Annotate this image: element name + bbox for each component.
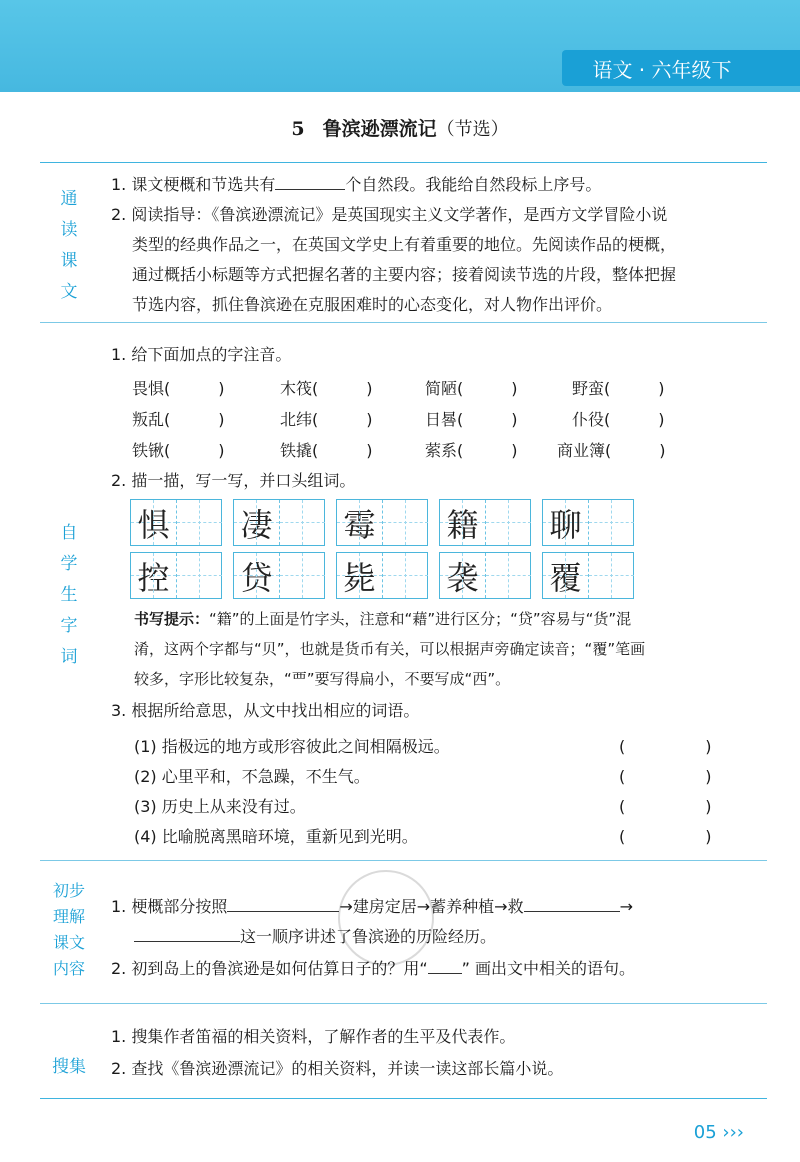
understand-text: ” 画出文中相关的语句。 bbox=[461, 959, 636, 978]
read-item-1-text: 1. 课文梗概和节选共有 bbox=[111, 175, 276, 194]
writing-grid[interactable] bbox=[130, 499, 222, 546]
read-item-2-line: 通过概括小标题等方式把握名著的主要内容；接着阅读节选的片段，整体把握 bbox=[132, 265, 677, 284]
writing-grid[interactable] bbox=[439, 552, 531, 599]
understand-text: 2. 初到岛上的鲁滨逊是如何估算日子的？用“ bbox=[111, 959, 428, 978]
writing-grid[interactable] bbox=[336, 552, 428, 599]
pinyin-item[interactable]: 野蛮( ) bbox=[572, 379, 665, 398]
writing-grid[interactable] bbox=[542, 552, 634, 599]
tip-label: 书写提示： bbox=[134, 610, 210, 628]
lesson-title bbox=[0, 114, 800, 141]
words-question-2: 2. 描一描，写一写，并口头组词。 bbox=[111, 471, 356, 490]
read-item-2-line: 2. 阅读指导：《鲁滨逊漂流记》是英国现实主义文学著作，是西方文学冒险小说 bbox=[111, 205, 668, 224]
answer-paren[interactable]: ( ) bbox=[619, 767, 712, 786]
label-char: 词 bbox=[60, 647, 78, 667]
label-char: 字 bbox=[60, 616, 78, 636]
understand-text: 1. 梗概部分按照 bbox=[111, 897, 228, 916]
read-item-2-line: 节选内容，抓住鲁滨逊在克服困难时的心态变化，对人物作出评价。 bbox=[132, 295, 613, 314]
words-question-1: 1. 给下面加点的字注音。 bbox=[111, 345, 292, 364]
pinyin-item[interactable]: 畏惧( ) bbox=[132, 379, 225, 398]
collect-item-1: 1. 搜集作者笛福的相关资料，了解作者的生平及代表作。 bbox=[111, 1027, 516, 1046]
words-question-3: 3. 根据所给意思，从文中找出相应的词语。 bbox=[111, 701, 420, 720]
meaning-item: (1) 指极远的地方或形容彼此之间相隔极远。 bbox=[134, 737, 450, 756]
answer-paren[interactable]: ( ) bbox=[619, 737, 712, 756]
read-item-1-text: 个自然段。我能给自然段标上序号。 bbox=[345, 175, 602, 194]
understand-item-1-cont bbox=[134, 922, 496, 952]
label-char: 初步 bbox=[52, 881, 85, 900]
lesson-number: 5 bbox=[291, 118, 305, 140]
tip-line: “籍”的上面是竹字头，注意和“藉”进行区分；“贷”容易与“货”混 bbox=[209, 610, 632, 628]
model-char: 控 bbox=[137, 558, 170, 597]
page-number: 05 ››› bbox=[693, 1122, 744, 1143]
writing-grid[interactable] bbox=[233, 499, 325, 546]
pinyin-item[interactable]: 简陋( ) bbox=[425, 379, 518, 398]
model-char: 聊 bbox=[549, 505, 582, 544]
lesson-subtitle: （节选） bbox=[436, 119, 509, 140]
model-char: 覆 bbox=[549, 558, 582, 597]
answer-paren[interactable]: ( ) bbox=[619, 827, 712, 846]
pinyin-item[interactable]: 北纬( ) bbox=[280, 410, 373, 429]
label-char: 理解 bbox=[52, 907, 85, 926]
section-label-read bbox=[45, 184, 93, 308]
writing-grid[interactable] bbox=[336, 499, 428, 546]
writing-grid[interactable] bbox=[130, 552, 222, 599]
pinyin-item[interactable]: 日晷( ) bbox=[425, 410, 518, 429]
writing-grid[interactable] bbox=[439, 499, 531, 546]
model-char: 籍 bbox=[446, 505, 479, 544]
section-label-understand bbox=[45, 878, 93, 982]
model-char: 凄 bbox=[240, 505, 273, 544]
model-char: 贷 bbox=[240, 558, 273, 597]
tip-line: 较多，字形比较复杂，“覀”要写得扁小，不要写成“西”。 bbox=[134, 670, 511, 688]
pinyin-item[interactable]: 铁锹( ) bbox=[132, 441, 225, 460]
model-char: 袭 bbox=[446, 558, 479, 597]
understand-text: 这一顺序讲述了鲁滨逊的历险经历。 bbox=[240, 927, 497, 946]
writing-grid[interactable] bbox=[233, 552, 325, 599]
pinyin-item[interactable]: 木筏( ) bbox=[280, 379, 373, 398]
section-label-collect bbox=[45, 1052, 93, 1083]
answer-paren[interactable]: ( ) bbox=[619, 797, 712, 816]
writing-grid[interactable] bbox=[542, 499, 634, 546]
section-divider bbox=[40, 322, 767, 323]
label-char: 课文 bbox=[52, 933, 85, 952]
pinyin-item[interactable]: 叛乱( ) bbox=[132, 410, 225, 429]
understand-item-2 bbox=[111, 954, 635, 984]
section-divider bbox=[40, 1098, 767, 1099]
label-char: 通 bbox=[60, 189, 78, 209]
model-char: 惧 bbox=[137, 505, 170, 544]
section-divider bbox=[40, 1003, 767, 1004]
answer-blank[interactable] bbox=[134, 923, 240, 942]
model-char: 毙 bbox=[343, 558, 376, 597]
understand-item-1 bbox=[111, 892, 633, 922]
label-char: 生 bbox=[60, 585, 78, 605]
answer-blank[interactable] bbox=[227, 893, 339, 912]
meaning-item: (3) 历史上从来没有过。 bbox=[134, 797, 306, 816]
answer-blank[interactable] bbox=[524, 893, 620, 912]
pinyin-item[interactable]: 仆役( ) bbox=[572, 410, 665, 429]
lesson-name: 鲁滨逊漂流记 bbox=[322, 118, 437, 140]
collect-item-2: 2. 查找《鲁滨逊漂流记》的相关资料，并读一读这部长篇小说。 bbox=[111, 1059, 564, 1078]
tip-line: 淆，这两个字都与“贝”，也就是货币有关，可以根据声旁确定读音；“覆”笔画 bbox=[134, 640, 646, 658]
section-divider bbox=[40, 162, 767, 163]
label-char: 读 bbox=[60, 220, 78, 240]
label-char: 内容 bbox=[52, 959, 85, 978]
section-divider bbox=[40, 860, 767, 861]
meaning-item: (2) 心里平和，不急躁，不生气。 bbox=[134, 767, 370, 786]
label-char: 自 bbox=[60, 523, 78, 543]
pinyin-item[interactable]: 铁撬( ) bbox=[280, 441, 373, 460]
understand-text: →建房定居→蓄养种植→救 bbox=[339, 897, 524, 916]
pinyin-item[interactable]: 萦系( ) bbox=[425, 441, 518, 460]
label-char: 课 bbox=[60, 251, 78, 271]
writing-tip bbox=[134, 604, 734, 634]
answer-blank[interactable] bbox=[275, 171, 345, 190]
underline-sample bbox=[428, 955, 462, 974]
model-char: 霉 bbox=[343, 505, 376, 544]
understand-text: → bbox=[619, 897, 633, 916]
label-char: 学 bbox=[60, 554, 78, 574]
read-item-1 bbox=[111, 170, 601, 200]
meaning-item: (4) 比喻脱离黑暗环境，重新见到光明。 bbox=[134, 827, 418, 846]
read-item-2-line: 类型的经典作品之一，在英国文学史上有着重要的地位。先阅读作品的梗概， bbox=[132, 235, 677, 254]
label-text: 搜集 bbox=[52, 1057, 86, 1077]
label-char: 文 bbox=[60, 282, 78, 302]
grade-tab: 语文 · 六年级下 bbox=[562, 50, 762, 86]
section-label-words bbox=[45, 518, 93, 673]
pinyin-item[interactable]: 商业簿( ) bbox=[557, 441, 666, 460]
